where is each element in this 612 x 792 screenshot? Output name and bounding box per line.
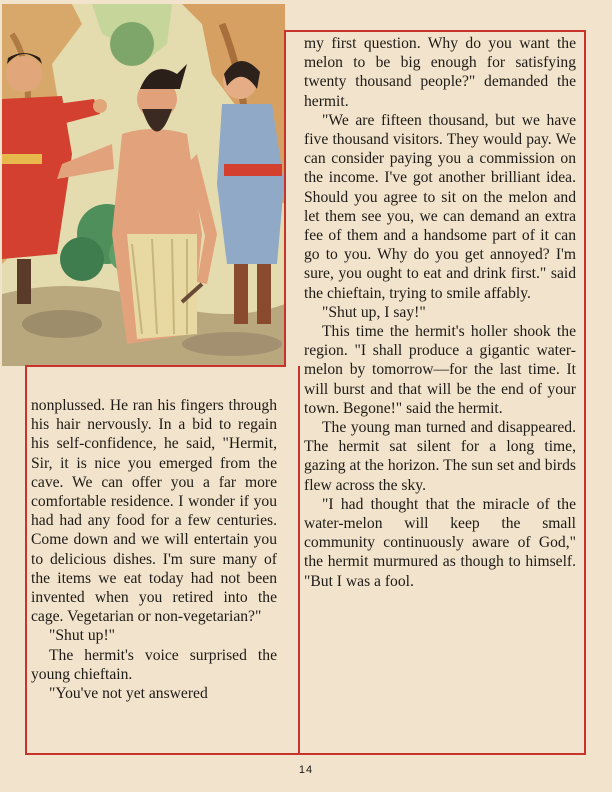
paragraph: The hermit's voice surprised the young chieftain.: [31, 646, 277, 683]
illustration-hermit-and-chieftain: [2, 4, 285, 366]
page-number: 14: [298, 764, 314, 776]
frame-rule: [25, 366, 27, 754]
paragraph: "Shut up, I say!": [322, 303, 426, 321]
frame-rule: [284, 30, 286, 366]
paragraph: "I had thought that the miracle of the water-melon will keep the small community continuously aware of God," the hermit murmured as though to himself. "But I was a fool.: [304, 495, 576, 590]
left-column: [31, 396, 277, 703]
paragraph: "We are fifteen thousand, but we have five thousand visitors. They would pay. We can consider paying you a commission on the income. I've got another brilliant idea. Should you agree to sit on the melon and let them see you, we can demand an extra fee of them and a handsome part of it can go to you. Why do you get annoyed? I'm sure, you ought to eat and drink first." said the chieftain, trying to smile affably.: [304, 111, 576, 302]
frame-rule: [25, 365, 286, 367]
paragraph: "You've not yet answered: [49, 685, 208, 703]
paragraph: The young man turned and disappeared. The hermit sat silent for a long time, gazing at the horizon. The sun set and birds flew across the sky.: [304, 419, 576, 494]
frame-rule: [584, 30, 586, 754]
paragraph: my first question. Why do you want the melon to be big enough for satisfying twenty thousand people?" demanded the hermit.: [304, 35, 576, 110]
paragraph: This time the hermit's holler shook the region. "I shall produce a gigantic water-melon by tomorrow—for the last time. It will burst and that will be the end of your town. Begone!" said the hermit.: [304, 323, 576, 417]
frame-rule: [284, 30, 586, 32]
paragraph: nonplussed. He ran his fingers through his hair nervously. In a bid to regain his self-confidence, he said, "Hermit, Sir, it is nice you emerged from the cave. We can offer you a far more comfortable residence. I wonder if you had had any food for a few centuries. Come down and we will entertain you to delicious dishes. I'm sure many of the items we eat today had not been invented when you retired into the cage. Vegetarian or non-vegetarian?": [31, 397, 277, 626]
right-column: [304, 34, 576, 591]
column-divider: [298, 366, 300, 754]
story-illustration: [2, 4, 285, 366]
paragraph: "Shut up!": [49, 627, 116, 645]
frame-rule: [25, 753, 586, 755]
